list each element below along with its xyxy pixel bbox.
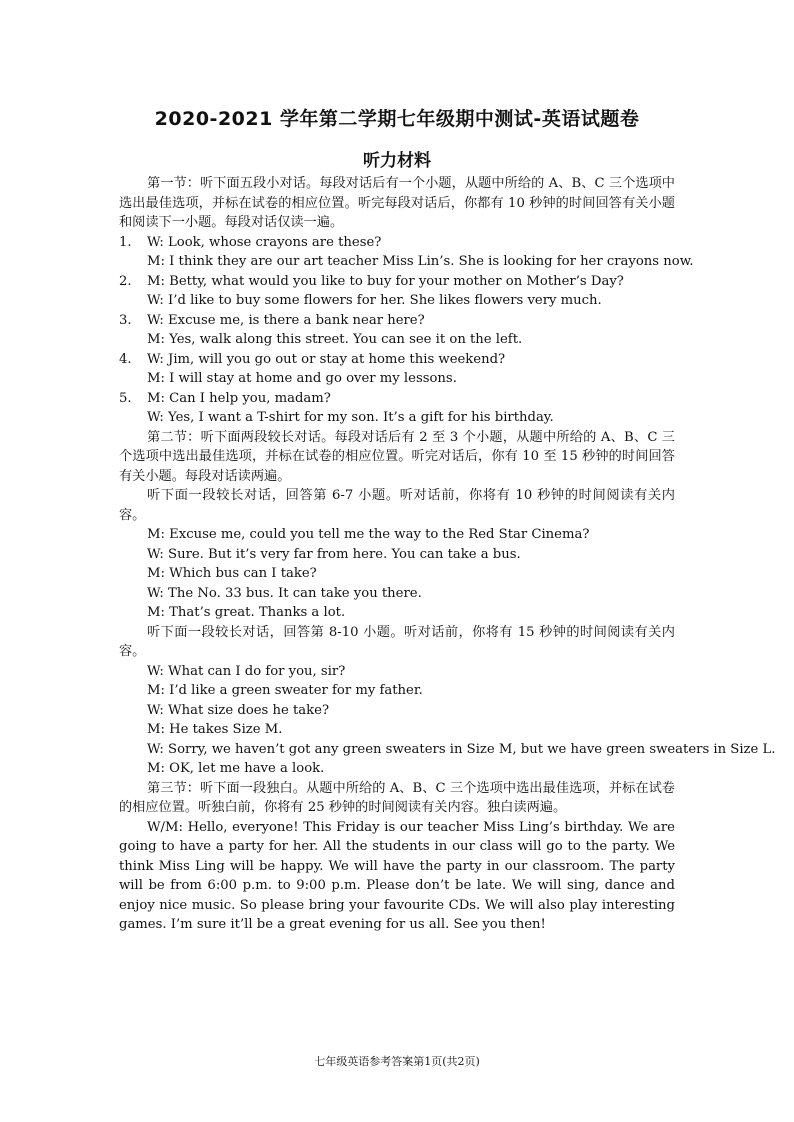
dialogue-1-line-1: 1. W: Look, whose crayons are these? [119, 233, 675, 253]
dialogue-line: W: What size does he take? [147, 702, 330, 718]
long-dialogue-2-intro: 听下面一段较长对话，回答第 8-10 小题。听对话前，你将有 15 秒钟的时间阅读有关内容。 [119, 624, 675, 659]
dialogue-number: 5. [119, 390, 132, 406]
dialogue-line: W: Sure. But it’s very far from here. You can take a bus. [147, 546, 521, 562]
dialogue-line: M: Which bus can I take? [147, 566, 317, 581]
dialogue-number: 2. [119, 273, 132, 289]
dialogue-number: 4. [119, 351, 132, 367]
dialogue-number: 1. [119, 234, 132, 250]
dialogue-4-line-1: 4. W: Jim, will you go out or stay at home this weekend? [119, 350, 675, 370]
dialogue-3-line-1: 3. W: Excuse me, is there a bank near here? [119, 311, 675, 331]
dialogue-line: M: That’s great. Thanks a lot. [147, 605, 346, 620]
dialogue-line: M: He takes Size M. [147, 722, 283, 737]
section2-intro: 第二节：听下面两段较长对话。每段对话后有 2 至 3 个小题，从题中所给的 A、B、C 三个选项中选出最佳选项，并标在试卷的相应位置。听完对话后，你有 10 至 15 秒钟的时间回答有关小题。每段对话读两遍。 [119, 429, 675, 484]
page-footer: 七年级英语参考答案第1页(共2页) [314, 1055, 480, 1068]
long-dialogue-1 [119, 525, 675, 623]
dialogue-4-line-2: M: I will stay at home and go over my lessons. [147, 371, 457, 386]
dialogue-3-line-2: M: Yes, walk along this street. You can see it on the left. [147, 332, 523, 347]
dialogue-line: W: The No. 33 bus. It can take you there. [147, 585, 422, 601]
monologue-text: W/M: Hello, everyone! This Friday is our teacher Miss Ling’s birthday. We are going to have a party for her. All the students in our class will go to the party. We think Miss Ling will be happy. We will have the party in our classroom. The party will be from 6:00 p.m. to 9:00 p.m. Please don’t be late. We will sing, dance and enjoy nice music. So please bring your favourite CDs. We will also play interesting games. I’m sure it’ll be a great evening for us all. See you then! [119, 819, 675, 932]
page-subtitle: 听力材料 [363, 151, 431, 171]
dialogue-line: M: OK, let me have a look. [147, 761, 325, 776]
dialogue-line: M: Excuse me, could you tell me the way to the Red Star Cinema? [147, 527, 590, 542]
dialogue-line: M: I’d like a green sweater for my father. [147, 683, 423, 698]
page-title: 2020-2021 学年第二学期七年级期中测试-英语试题卷 [154, 108, 640, 130]
dialogue-1-line-2: M: I think they are our art teacher Miss Lin’s. She is looking for her crayons now. [147, 254, 694, 269]
dialogue-2-line-2: W: I’d like to buy some flowers for her. She likes flowers very much. [147, 293, 602, 308]
dialogue-line: W: Sorry, we haven’t got any green sweaters in Size M, but we have green sweaters in Size L. [147, 741, 776, 757]
dialogue-5-line-2: W: Yes, I want a T-shirt for my son. It’s a gift for his birthday. [147, 410, 554, 425]
dialogue-2-line-1: 2. M: Betty, what would you like to buy for your mother on Mother’s Day? [119, 272, 675, 292]
dialogue-line: W: What can I do for you, sir? [147, 663, 346, 679]
dialogue-number: 3. [119, 312, 132, 328]
long-dialogue-1-intro: 听下面一段较长对话，回答第 6-7 小题。听对话前，你将有 10 秒钟的时间阅读有关内容。 [119, 488, 675, 523]
listening-material [119, 174, 776, 935]
section3-intro: 第三节：听下面一段独白。从题中所给的 A、B、C 三个选项中选出最佳选项，并标在试卷的相应位置。听独白前，你将有 25 秒钟的时间阅读有关内容。独白读两遍。 [119, 780, 675, 815]
short-dialogues [119, 233, 694, 428]
long-dialogue-2 [119, 662, 776, 779]
dialogue-5-line-1: 5. M: Can I help you, madam? [119, 389, 675, 409]
section1-intro: 第一节：听下面五段小对话。每段对话后有一个小题，从题中所给的 A、B、C 三个选项中选出最佳选项，并标在试卷的相应位置。听完每段对话后，你都有 10 秒钟的时间回答有关小题和阅读下一小题。每段对话仅读一遍。 [119, 176, 675, 230]
